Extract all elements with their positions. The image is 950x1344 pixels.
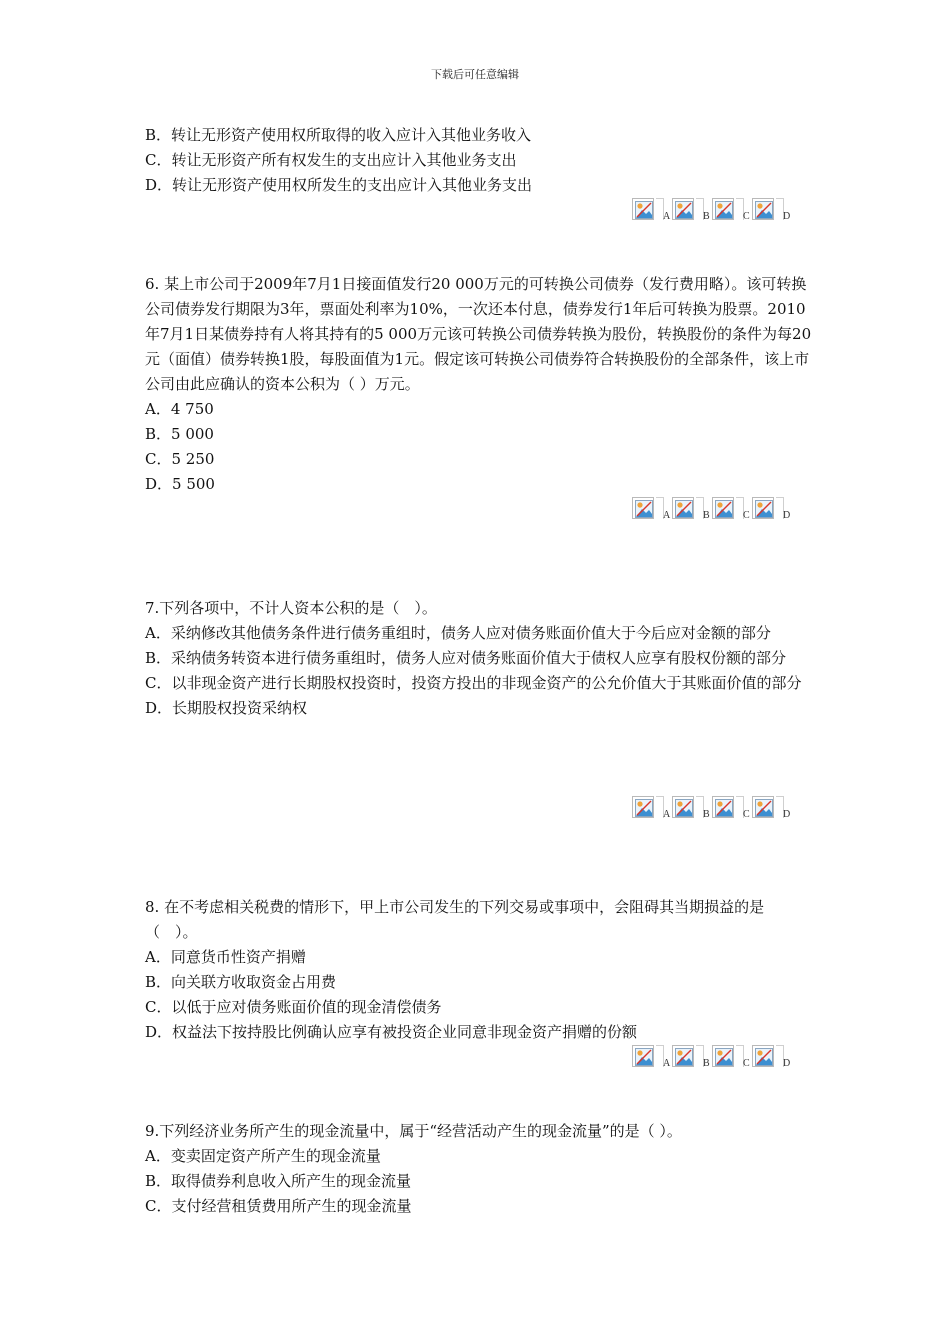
answer-choices: [632, 796, 802, 822]
broken-image-icon: [712, 497, 734, 519]
broken-image-icon: [712, 1045, 734, 1067]
broken-image-icon: [752, 1045, 774, 1067]
option-a: A．采纳修改其他债务条件进行债务重组时，债务人应对债务账面价值大于今后应对金额的部分: [145, 624, 771, 642]
answer-choice-d[interactable]: D: [752, 1045, 792, 1071]
answer-choice-d[interactable]: D: [752, 497, 792, 523]
option-b: B．采纳债务转资本进行债务重组时，债务人应对债务账面价值大于债权人应享有股权份额的部分: [145, 649, 787, 667]
broken-image-icon: [752, 497, 774, 519]
broken-image-icon: [752, 796, 774, 818]
option-d: D．转让无形资产使用权所发生的支出应计入其他业务支出: [145, 176, 533, 194]
broken-image-icon: [712, 796, 734, 818]
broken-image-icon: [672, 198, 694, 220]
answer-choice-c[interactable]: C: [712, 1045, 752, 1071]
answer-choice-d[interactable]: D: [752, 796, 792, 822]
broken-image-icon: [752, 198, 774, 220]
option-d: D．长期股权投资采纳权: [145, 699, 308, 717]
option-c: C．支付经营租赁费用所产生的现金流量: [145, 1197, 412, 1215]
answer-choice-c[interactable]: C: [712, 497, 752, 523]
answer-choices: [632, 497, 802, 523]
question-block-6: [145, 272, 815, 497]
option-a: A．变卖固定资产所产生的现金流量: [145, 1147, 381, 1165]
option-c: C．以非现金资产进行长期股权投资时，投资方投出的非现金资产的公允价值大于其账面价值的部分: [145, 674, 802, 692]
broken-image-icon: [632, 796, 654, 818]
question-block-7: [145, 596, 815, 721]
broken-image-icon: [672, 1045, 694, 1067]
broken-image-icon: [632, 198, 654, 220]
option-d: D．权益法下按持股比例确认应享有被投资企业同意非现金资产捐赠的份额: [145, 1023, 638, 1041]
option-b: B．5 000: [145, 425, 214, 443]
answer-choice-a[interactable]: A: [632, 796, 672, 822]
option-b: B．向关联方收取资金占用费: [145, 973, 337, 991]
answer-choices: [632, 198, 802, 224]
question-text: 9.下列经济业务所产生的现金流量中，属于“经营活动产生的现金流量”的是（ ）。: [145, 1122, 682, 1140]
option-a: A．4 750: [145, 400, 214, 418]
answer-choice-d[interactable]: D: [752, 198, 792, 224]
answer-choice-a[interactable]: A: [632, 198, 672, 224]
broken-image-icon: [632, 497, 654, 519]
question-text: 7.下列各项中，不计人资本公积的是（ ）。: [145, 599, 437, 617]
question-block-9: [145, 1119, 815, 1219]
answer-choice-b[interactable]: B: [672, 1045, 712, 1071]
question-block-continued: [145, 123, 815, 198]
answer-choice-b[interactable]: B: [672, 796, 712, 822]
answer-choice-a[interactable]: A: [632, 1045, 672, 1071]
answer-choice-b[interactable]: B: [672, 198, 712, 224]
option-c: C．5 250: [145, 450, 215, 468]
broken-image-icon: [672, 796, 694, 818]
option-a: A．同意货币性资产捐赠: [145, 948, 306, 966]
answer-choice-b[interactable]: B: [672, 497, 712, 523]
answer-choice-a[interactable]: A: [632, 497, 672, 523]
answer-choice-c[interactable]: C: [712, 198, 752, 224]
option-b: B．转让无形资产使用权所取得的收入应计入其他业务收入: [145, 126, 532, 144]
broken-image-icon: [632, 1045, 654, 1067]
page-header: 下载后可任意编辑: [431, 68, 519, 81]
question-block-8: [145, 895, 815, 1045]
option-c: C．转让无形资产所有权发生的支出应计入其他业务支出: [145, 151, 517, 169]
broken-image-icon: [672, 497, 694, 519]
question-text: 6. 某上市公司于2009年7月1日接面值发行20 000万元的可转换公司债券（发行费用略）。该可转换公司债券发行期限为3年，票面处利率为10%，一次还本付息，债券发行1年后可转换为股票。2010年7月1日某债券持有人将其持有的5 000万元该可转换公司债券转换为股份，转换股份的条件为每20元（面值）债券转换1股，每股面值为1元。假定该可转换公司债券符合转换股份的全部条件，该上市公司由此应确认的资本公积为（ ）万元。: [145, 275, 812, 393]
question-text: 8. 在不考虑相关税费的情形下，甲上市公司发生的下列交易或事项中，会阻碍其当期损益的是（ ）。: [145, 898, 765, 941]
option-c: C．以低于应对债务账面价值的现金清偿债务: [145, 998, 442, 1016]
option-d: D．5 500: [145, 475, 215, 493]
answer-choices: [632, 1045, 802, 1071]
option-b: B．取得债券利息收入所产生的现金流量: [145, 1172, 412, 1190]
broken-image-icon: [712, 198, 734, 220]
answer-choice-c[interactable]: C: [712, 796, 752, 822]
